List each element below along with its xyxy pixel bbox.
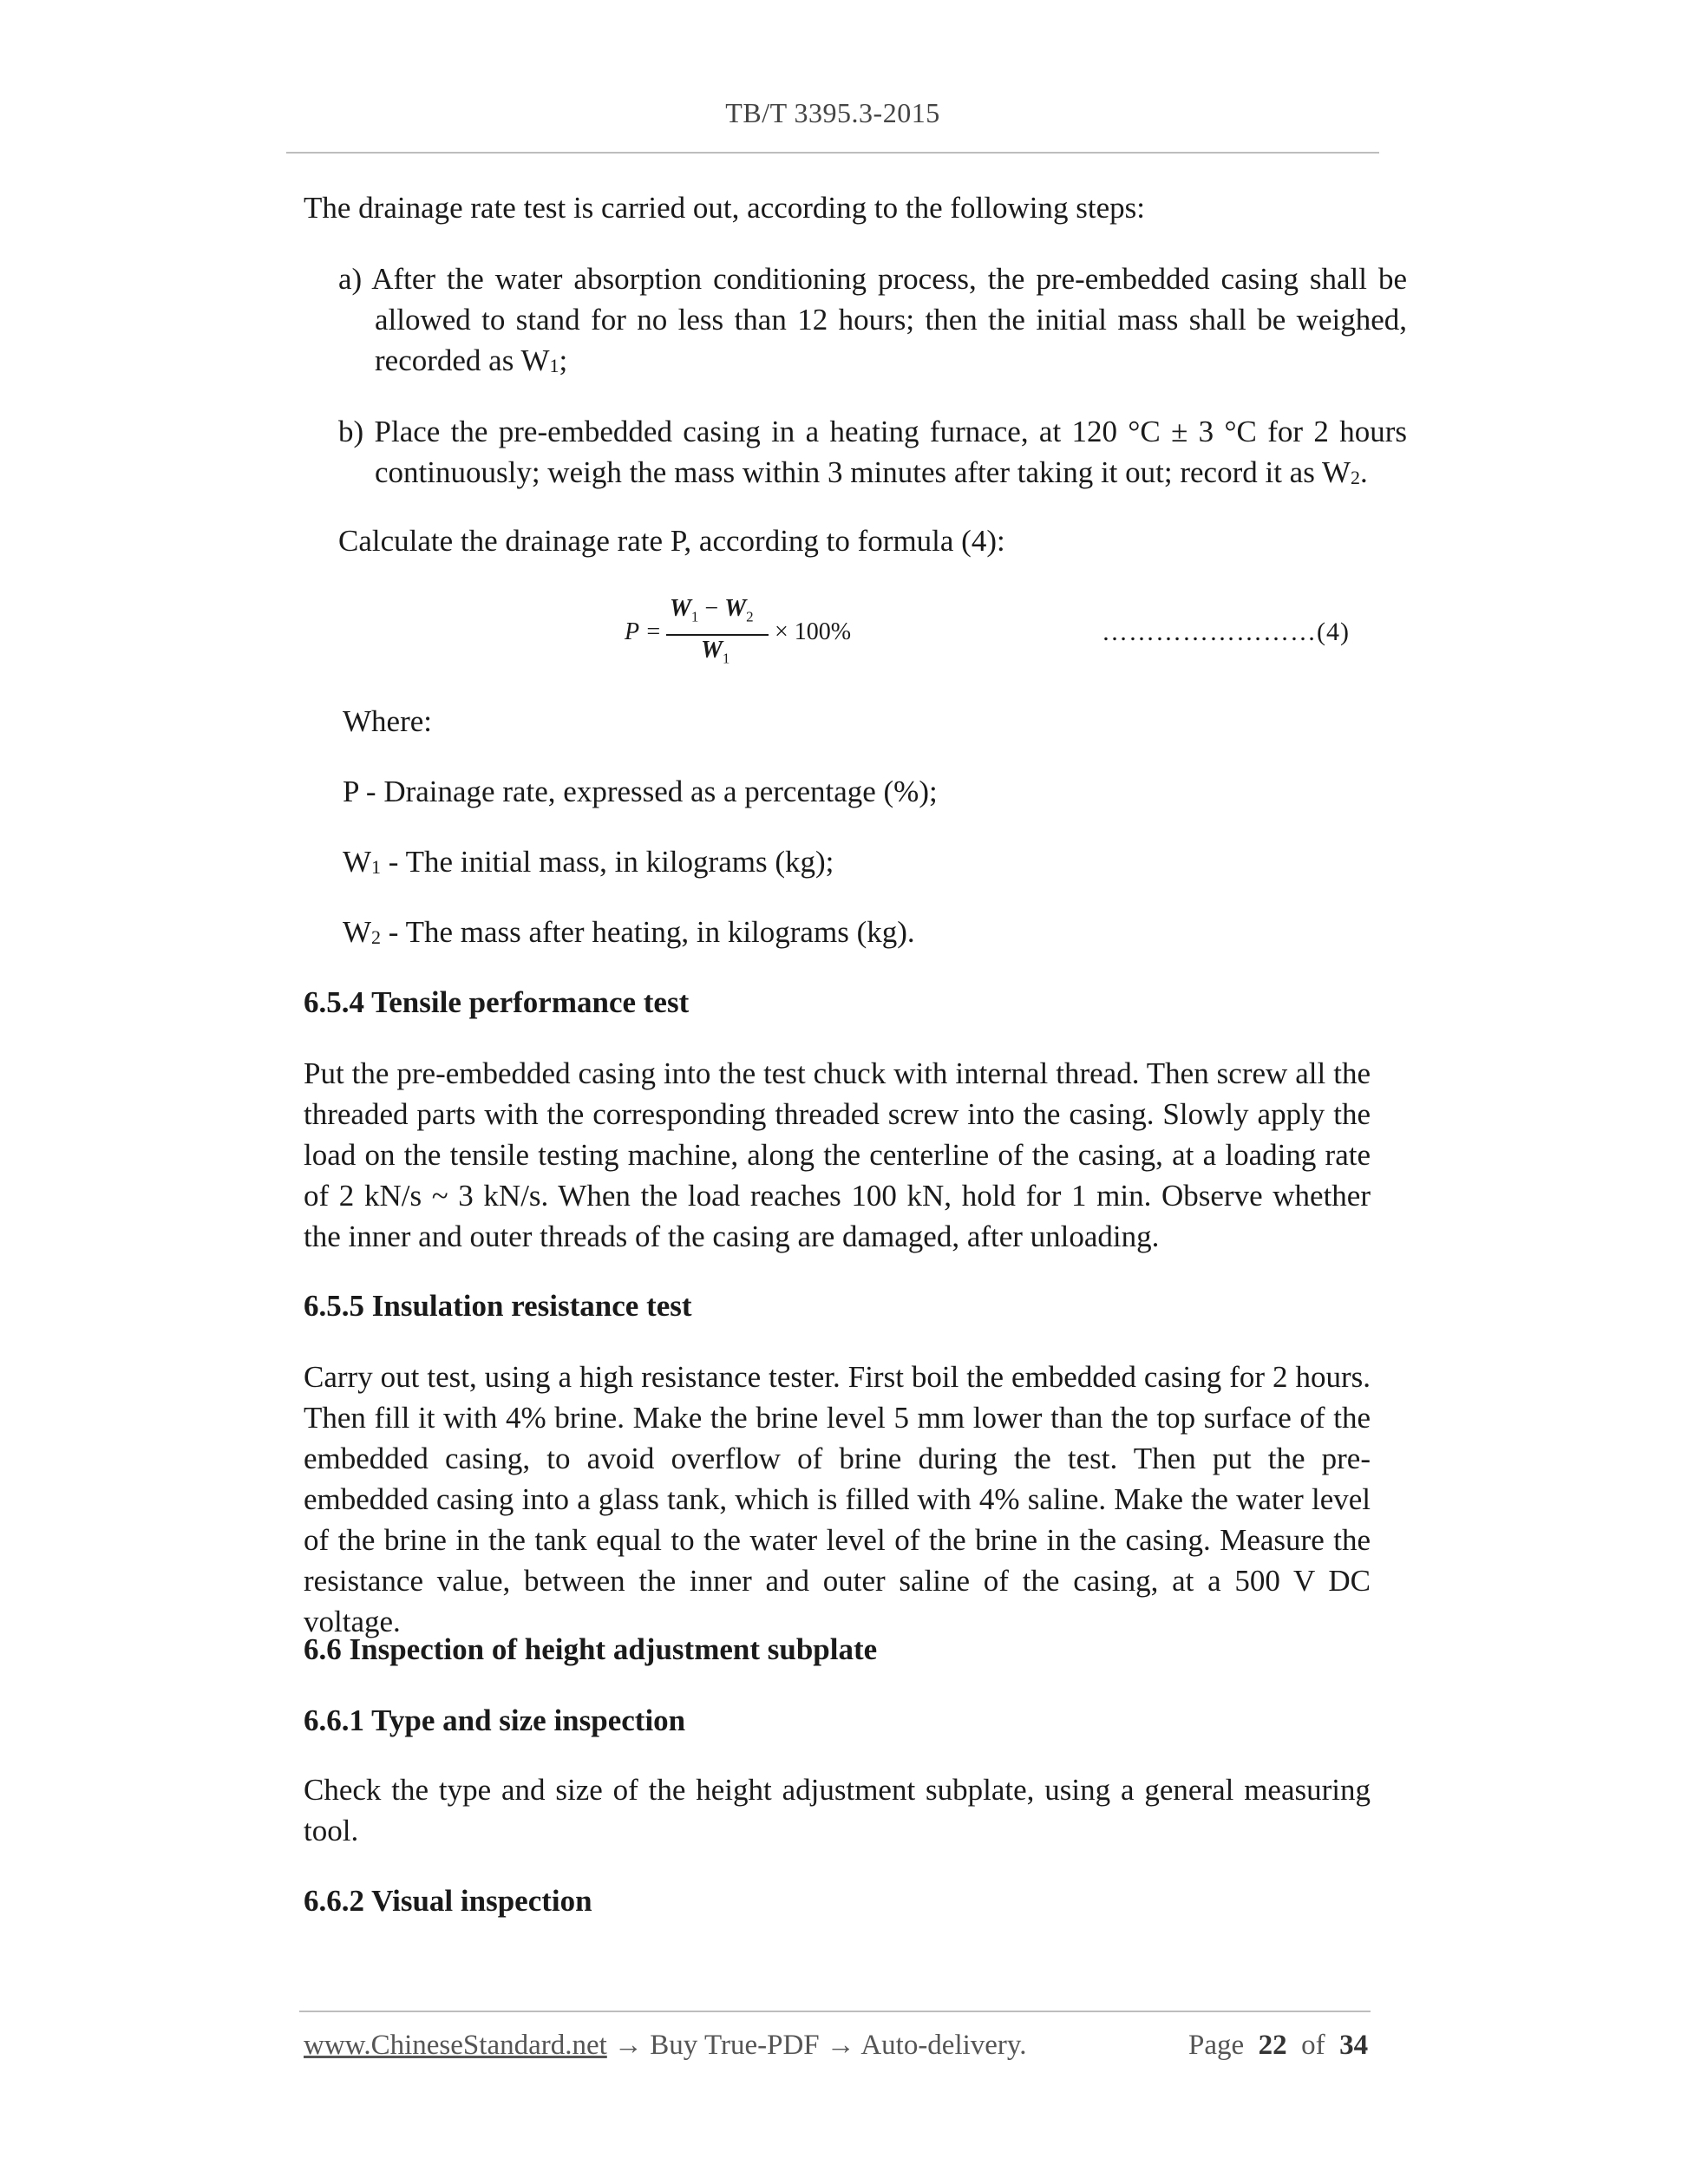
def-p-desc: - Drainage rate, expressed as a percentage (%); bbox=[358, 775, 938, 808]
section-6-6-2-title: 6.6.2 Visual inspection bbox=[304, 1884, 592, 1918]
page-total: 34 bbox=[1339, 2030, 1369, 2061]
step-b bbox=[338, 411, 1407, 498]
def-p bbox=[343, 771, 938, 812]
step-b-subscript: 2 bbox=[1351, 467, 1360, 488]
formula-num-w2: W bbox=[724, 595, 747, 622]
footer-delivery-text: Auto-delivery. bbox=[860, 2030, 1027, 2061]
step-a-subscript: 1 bbox=[549, 355, 559, 376]
footer-page-indicator bbox=[1188, 2030, 1368, 2062]
calc-line: Calculate the drainage rate P, according to formula (4): bbox=[338, 524, 1005, 558]
step-a-end: ; bbox=[559, 343, 568, 377]
def-w1-subscript: 1 bbox=[371, 856, 382, 878]
section-6-5-5-title: 6.5.5 Insulation resistance test bbox=[304, 1289, 692, 1323]
intro-paragraph: The drainage rate test is carried out, according to the following steps: bbox=[304, 191, 1145, 225]
section-6-6-title: 6.6 Inspection of height adjustment subplate bbox=[304, 1632, 878, 1666]
arrow-right-icon: → bbox=[819, 2030, 861, 2061]
header-doc-id: TB/T 3395.3-2015 bbox=[725, 97, 940, 128]
def-w2 bbox=[343, 912, 915, 958]
formula-num-sub2: 2 bbox=[746, 608, 754, 625]
formula-minus: − bbox=[704, 595, 719, 622]
step-b-end: . bbox=[1360, 455, 1368, 489]
formula-number: (4) bbox=[1317, 618, 1350, 646]
step-b-text: Place the pre-embedded casing in a heating furnace, at 120 °C ± 3 °C for 2 hours continuously; weigh the mass within 3 minutes after taking it out; record it as W bbox=[374, 415, 1407, 489]
arrow-right-icon: → bbox=[606, 2030, 651, 2061]
formula-den-sub: 1 bbox=[722, 650, 730, 667]
def-w1-desc: - The initial mass, in kilograms (kg); bbox=[381, 845, 834, 879]
def-w2-symbol: W bbox=[343, 915, 372, 949]
formula-numerator bbox=[670, 595, 754, 626]
section-6-6-1-body: Check the type and size of the height adjustment subplate, using a general measuring tool. bbox=[304, 1773, 1371, 1847]
formula-num-sub1: 1 bbox=[690, 608, 699, 625]
footer-buy-text: Buy True-PDF bbox=[650, 2030, 820, 2061]
footer-divider bbox=[299, 2011, 1371, 2012]
formula-denominator bbox=[701, 637, 730, 668]
formula-leader bbox=[1102, 618, 1350, 647]
page-label: Page bbox=[1188, 2030, 1245, 2061]
def-p-symbol: P bbox=[343, 775, 359, 808]
section-6-5-4-body: Put the pre-embedded casing into the test chuck with internal thread. Then screw all the threaded parts with the corresponding threaded screw into the casing. Slowly apply the load on the tensile testing machine, along the centerline of the casing, at a loading rate of 2 kN/s ~ 3 kN/s. When the load reaches 100 kN, hold for 1 min. Observe whether the inner and outer threads of the casing are damaged, after unloading. bbox=[304, 1056, 1371, 1253]
formula-dots: …………………… bbox=[1102, 618, 1317, 646]
where-label: Where: bbox=[343, 704, 432, 738]
section-6-5-4-title: 6.5.4 Tensile performance test bbox=[304, 985, 690, 1019]
formula-lhs: P = bbox=[625, 618, 662, 645]
def-w1-symbol: W bbox=[343, 845, 372, 879]
step-a bbox=[338, 258, 1407, 386]
def-w2-desc: - The mass after heating, in kilograms (kg). bbox=[381, 915, 915, 949]
footer-links bbox=[304, 2030, 1027, 2062]
def-w2-subscript: 2 bbox=[371, 926, 382, 948]
of-label: of bbox=[1301, 2030, 1325, 2061]
footer-site-link[interactable]: www.ChineseStandard.net bbox=[304, 2030, 607, 2061]
page-number: 22 bbox=[1258, 2030, 1287, 2061]
section-6-5-5-body: Carry out test, using a high resistance tester. First boil the embedded casing for 2 hours. Then fill it with 4% brine. Make the brine level 5 mm lower than the top surface of the embedded casing, to avoid overflow of brine during the test. Then put the pre-embedded casing into a glass tank, which is filled with 4% saline. Make the water level of the brine in the tank equal to the water level of the brine in the casing. Measure the resistance value, between the inner and outer saline of the casing, at a 500 V DC voltage. bbox=[304, 1360, 1371, 1638]
step-a-mark: a) bbox=[338, 262, 372, 296]
step-a-text: After the water absorption conditioning process, the pre-embedded casing shall be allowed to stand for no less than 12 hours; then the initial mass shall be weighed, recorded as W bbox=[371, 262, 1407, 377]
formula-times: × 100% bbox=[775, 618, 852, 645]
formula-fraction-bar bbox=[666, 634, 769, 636]
formula-num-w1: W bbox=[670, 595, 691, 622]
formula-den-w: W bbox=[701, 637, 723, 664]
step-b-mark: b) bbox=[338, 415, 375, 448]
def-w1 bbox=[343, 841, 834, 887]
section-6-6-1-title: 6.6.1 Type and size inspection bbox=[304, 1703, 686, 1737]
header-divider bbox=[286, 152, 1379, 154]
